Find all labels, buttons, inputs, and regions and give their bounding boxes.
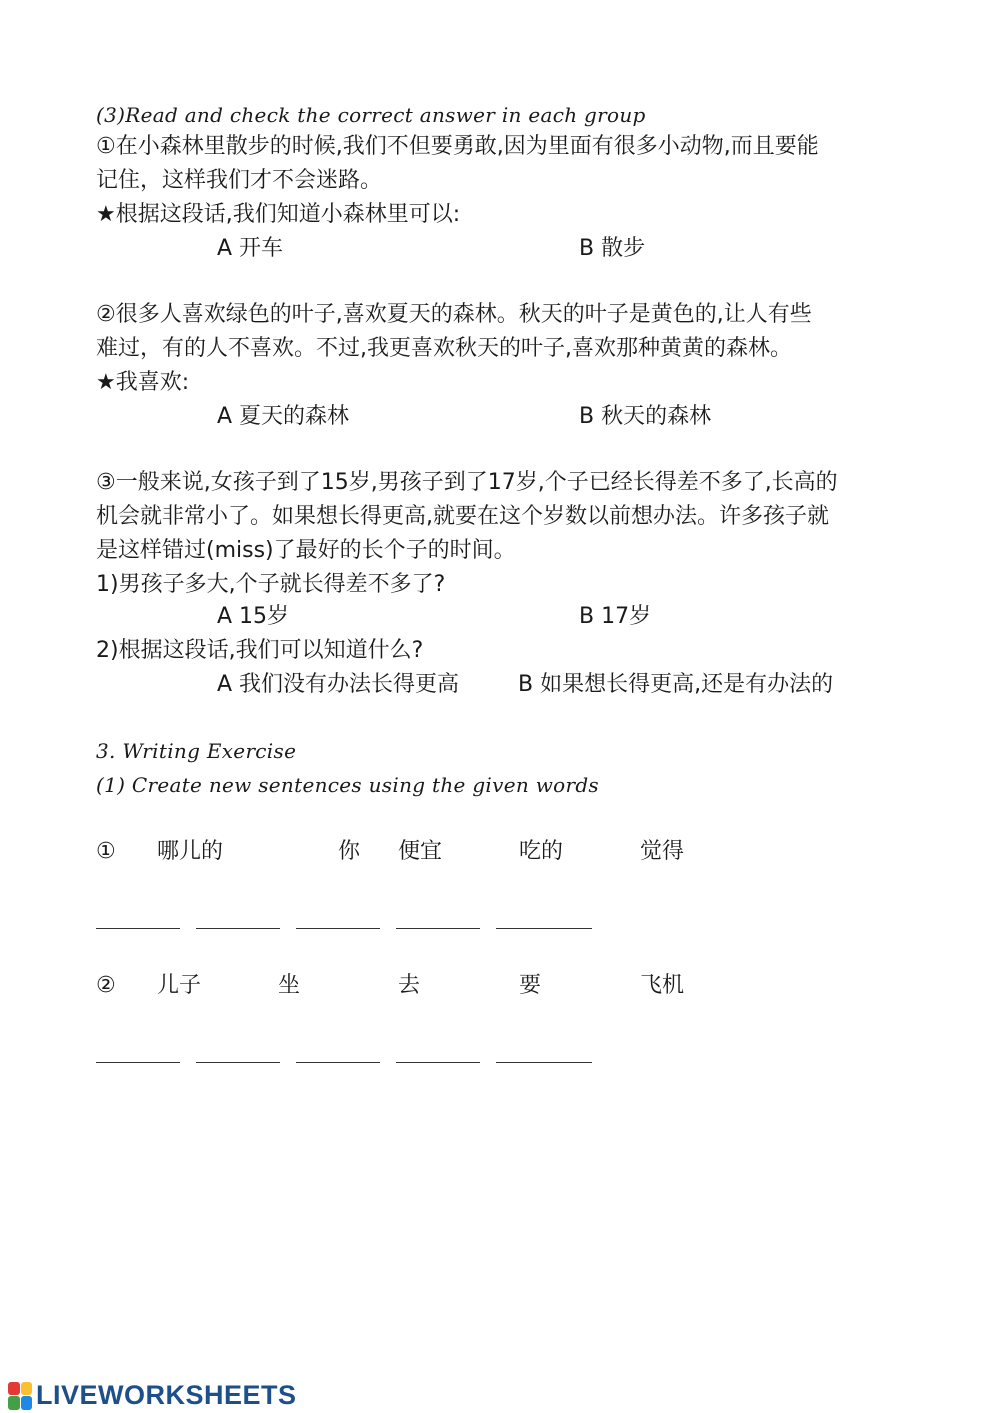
q3-sub2-option-a[interactable]: A 我们没有办法长得更高: [217, 672, 460, 697]
item2-word-1: 儿子: [157, 973, 202, 998]
q1-option-b[interactable]: B 散步: [579, 236, 646, 261]
q3-sub2-prompt: 2)根据这段话,我们可以知道什么?: [96, 638, 424, 663]
item2-blank-4[interactable]: [396, 1062, 480, 1063]
writing-instruction: (1) Create new sentences using the given words: [96, 773, 599, 797]
q2-text-line2: 难过，有的人不喜欢。不过,我更喜欢秋天的叶子,喜欢那种黄黄的森林。: [96, 336, 792, 361]
item2-blank-3[interactable]: [296, 1062, 380, 1063]
q2-option-a[interactable]: A 夏天的森林: [217, 404, 350, 429]
q1-prompt: ★根据这段话,我们知道小森林里可以:: [96, 202, 461, 227]
item2-word-2: 坐: [278, 973, 301, 998]
item2-word-5: 飞机: [640, 973, 685, 998]
reading-heading: (3)Read and check the correct answer in each group: [96, 103, 646, 127]
item2-word-3: 去: [398, 973, 421, 998]
q3-text-line3: 是这样错过(miss)了最好的长个子的时间。: [96, 538, 516, 563]
q3-text-line1: ③一般来说,女孩子到了15岁,男孩子到了17岁,个子已经长得差不多了,长高的: [96, 470, 838, 495]
q3-text-line2: 机会就非常小了。如果想长得更高,就要在这个岁数以前想办法。许多孩子就: [96, 504, 829, 529]
logo-square-green: [8, 1396, 20, 1410]
item1-blank-1[interactable]: [96, 928, 180, 929]
brand-name: LIVEWORKSHEETS: [36, 1380, 297, 1410]
item2-blank-2[interactable]: [196, 1062, 280, 1063]
item2-blank-5[interactable]: [496, 1062, 592, 1063]
item1-word-3: 便宜: [398, 839, 443, 864]
liveworksheets-logo-icon: [8, 1382, 32, 1410]
item1-word-1: 哪儿的: [157, 839, 224, 864]
item1-answer-blanks: [96, 928, 592, 929]
writing-heading: 3. Writing Exercise: [96, 739, 297, 763]
q3-sub1-prompt: 1)男孩子多大,个子就长得差不多了?: [96, 572, 446, 597]
logo-square-red: [8, 1382, 20, 1396]
logo-square-yellow: [21, 1382, 33, 1396]
q2-prompt: ★我喜欢:: [96, 370, 190, 395]
q1-text-line1: ①在小森林里散步的时候,我们不但要勇敢,因为里面有很多小动物,而且要能: [96, 134, 819, 159]
q2-text-line1: ②很多人喜欢绿色的叶子,喜欢夏天的森林。秋天的叶子是黄色的,让人有些: [96, 302, 812, 327]
q3-sub1-option-a[interactable]: A 15岁: [217, 604, 290, 629]
logo-square-blue: [21, 1396, 33, 1410]
item1-number: ①: [96, 839, 116, 864]
item1-word-2: 你: [338, 839, 361, 864]
item2-blank-1[interactable]: [96, 1062, 180, 1063]
item1-word-4: 吃的: [519, 839, 564, 864]
q3-sub1-option-b[interactable]: B 17岁: [579, 604, 652, 629]
q1-option-a[interactable]: A 开车: [217, 236, 284, 261]
item1-blank-3[interactable]: [296, 928, 380, 929]
liveworksheets-logo: [8, 1380, 297, 1411]
item1-word-5: 觉得: [640, 839, 685, 864]
item1-blank-5[interactable]: [496, 928, 592, 929]
q1-text-line2: 记住，这样我们才不会迷路。: [96, 168, 383, 193]
q2-option-b[interactable]: B 秋天的森林: [579, 404, 712, 429]
item2-word-4: 要: [519, 973, 542, 998]
item1-blank-2[interactable]: [196, 928, 280, 929]
item1-blank-4[interactable]: [396, 928, 480, 929]
item2-number: ②: [96, 973, 116, 998]
item2-answer-blanks: [96, 1062, 592, 1063]
q3-sub2-option-b[interactable]: B 如果想长得更高,还是有办法的: [518, 672, 834, 697]
